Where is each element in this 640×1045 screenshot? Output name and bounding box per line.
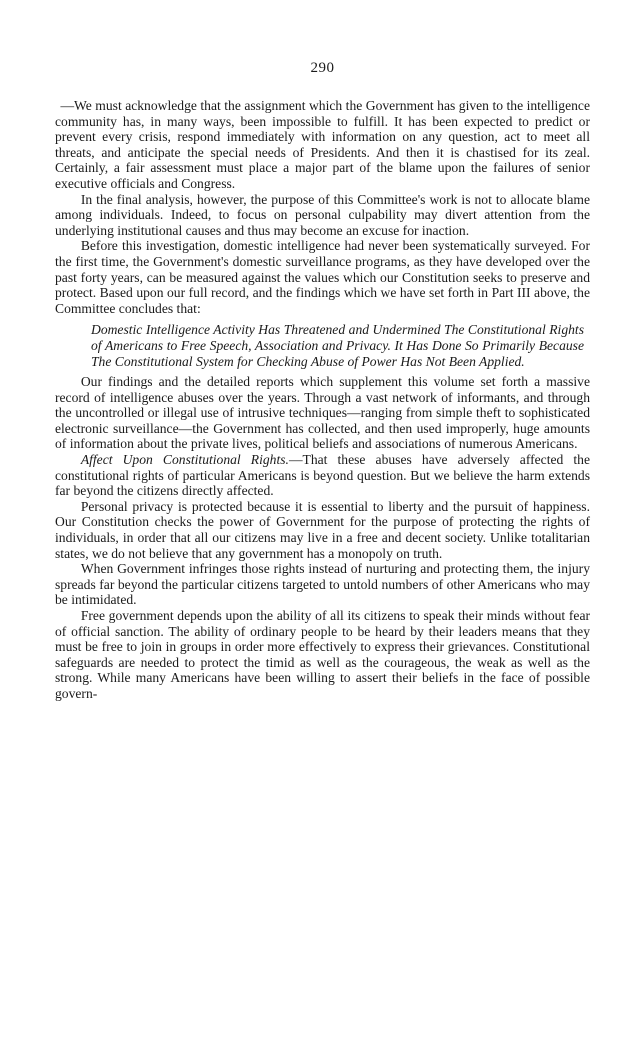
- run-in-heading: Affect Upon Constitutional Rights.: [80, 452, 289, 468]
- paragraph-final-analysis: In the final analysis, however, the purpose of this Committee's work is not to allocate blame among individuals. Indeed, to focus on personal culpability may divert attention from the underlying institutional causes and thus may become an excuse for inaction.: [55, 191, 590, 238]
- page-number: 290: [310, 60, 335, 76]
- paragraph-findings-intro: Our findings and the detailed reports which supplement this volume set forth a massive record of intelligence abuses over the years. Through a vast network of informants, and through the uncontrolled or illegal use of intrusive techniques—ranging from simple theft to sophisticated electronic surveillance—the Government has collected, and then used improperly, huge amounts of information about the private lives, political beliefs and associations of numerous Americans.: [55, 374, 590, 452]
- paragraph-affect-upon-rights: [55, 452, 590, 499]
- paragraph-free-government: Free government depends upon the ability of all its citizens to speak their minds without fear of official sanction. The ability of ordinary people to be heard by their leaders means that they must be free to join in groups in order more effectively to express their grievances. Constitutional safeguards are needed to protect the timid as well as the courageous, the weak as well as the strong. While many Americans have been willing to assert their beliefs in the face of possible govern-: [55, 608, 590, 701]
- paragraph-before-investigation: Before this investigation, domestic intelligence had never been systematically surveyed. For the first time, the Government's domestic surveillance programs, as they have developed over the past forty years, can be measured against the values which our Constitution seeks to preserve and protect. Based upon our full record, and the findings which we have set forth in Part III above, the Committee concludes that:: [55, 238, 590, 316]
- paragraph-government-infringes: When Government infringes those rights instead of nurturing and protecting them, the injury spreads far beyond the particular citizens targeted to untold numbers of other Americans who may be intimidated.: [55, 561, 590, 608]
- committee-finding: Domestic Intelligence Activity Has Threatened and Undermined The Constitutional Rights of Americans to Free Speech, Association and Privacy. It Has Done So Primarily Because The Constitutional System for Checking Abuse of Power Has Not Been Applied.: [91, 322, 584, 369]
- paragraph-assignment: —We must acknowledge that the assignment which the Government has given to the intelligence community has, in many ways, been impossible to fulfill. It has been expected to predict or prevent every crisis, respond immediately with information on any question, act to meet all threats, and anticipate the special needs of Presidents. And then it is chastised for its zeal. Certainly, a fair assessment must place a major part of the blame upon the failures of senior executive officials and Congress.: [55, 98, 590, 191]
- body-text: [55, 98, 590, 702]
- run-in-text: —That these abuses have adversely affected the constitutional rights of particular Americans is beyond question. But we believe the harm extends far beyond the citizens directly affected.: [55, 452, 590, 499]
- paragraph-personal-privacy: Personal privacy is protected because it is essential to liberty and the pursuit of happiness. Our Constitution checks the power of Government for the purpose of protecting the rights of individuals, in order that all our citizens may live in a free and decent society. Unlike totalitarian states, we do not believe that any government has a monopoly on truth.: [55, 498, 590, 561]
